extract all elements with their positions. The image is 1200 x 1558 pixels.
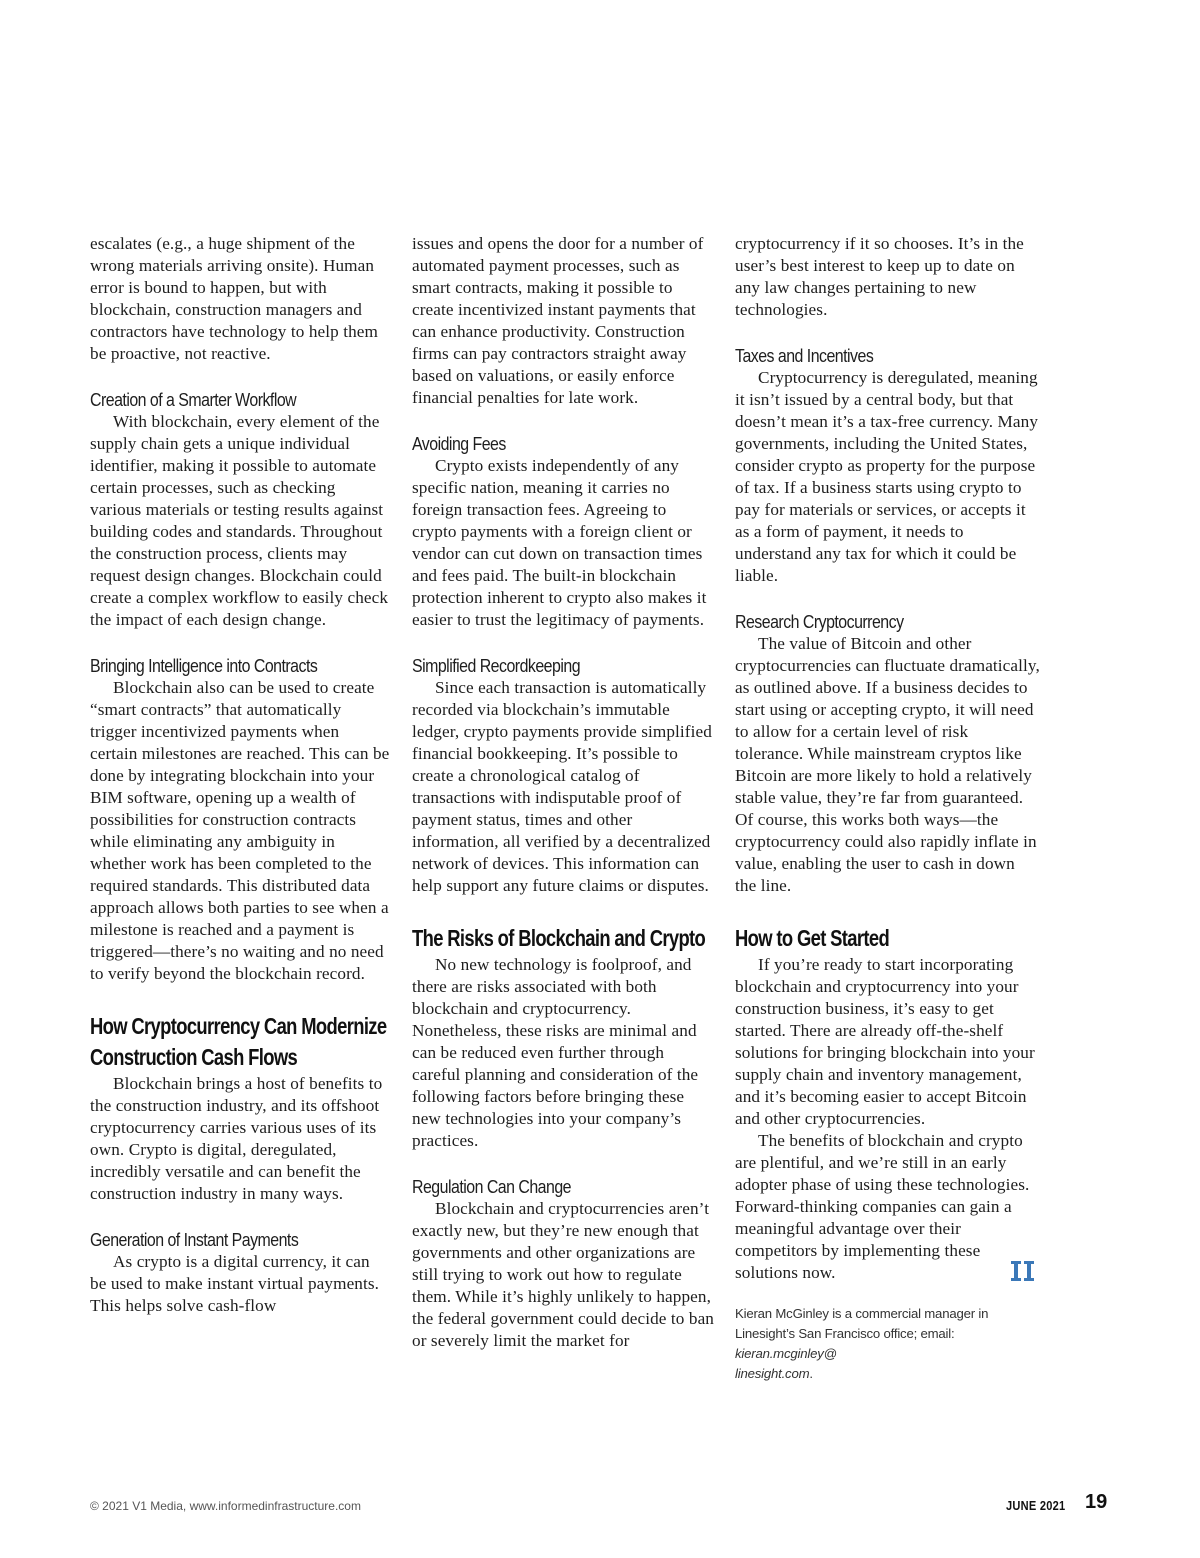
column-1 xyxy=(90,233,390,1317)
bio-end: . xyxy=(809,1366,813,1381)
end-of-article-icon xyxy=(1010,1260,1036,1282)
bio-email-part-1[interactable]: kieran.mcginley@ xyxy=(735,1346,837,1361)
subheading-smarter-workflow: Creation of a Smarter Workflow xyxy=(90,389,297,410)
paragraph-get-started-1: If you’re ready to start incorporating blockchain and cryptocurrency into your construction business, it’s easy to get started. There are already off-the-shelf solutions for bringing blockchain into your supply chain and inventory management, and it’s becoming easier to accept Bitcoin and other cryptocurrencies. xyxy=(735,955,1035,1128)
subheading-research: Research Cryptocurrency xyxy=(735,611,904,632)
footer-issue-date: JUNE 2021 xyxy=(1006,1498,1066,1513)
paragraph-avoiding-fees: Crypto exists independently of any specific nation, meaning it carries no foreign transaction fees. Agreeing to crypto payments with a foreign client or vendor can cut down on transaction times and fees paid. The built-in blockchain protection inherent to crypto also makes it easier to trust the legitimacy of payments. xyxy=(412,456,707,629)
section-heading-get-started: How to Get Started xyxy=(735,925,890,951)
subheading-intelligence-contracts: Bringing Intelligence into Contracts xyxy=(90,655,318,676)
column-2 xyxy=(412,233,714,1352)
end-mark-shape xyxy=(1011,1261,1034,1281)
paragraph-continued: escalates (e.g., a huge shipment of the wrong materials arriving onsite). Human error is bound to happen, but with blockchain, construction managers and contractors have technology to help them be proactive, not reactive. xyxy=(90,234,378,363)
section-heading-line-2: Construction Cash Flows xyxy=(90,1044,298,1070)
bio-email-part-2[interactable]: linesight.com xyxy=(735,1366,810,1381)
paragraph-smarter-workflow: With blockchain, every element of the supply chain gets a unique individual identifier, making it possible to automate certain processes, such as checking various materials or testing results against building codes and standards. Throughout the construction process, clients may request design changes. Blockchain could create a complex workflow to easily check the impact of each design change. xyxy=(90,412,389,629)
subheading-taxes: Taxes and Incentives xyxy=(735,345,874,366)
section-heading-risks: The Risks of Blockchain and Crypto xyxy=(412,925,706,951)
paragraph-intelligence-contracts: Blockchain also can be used to create “smart contracts” that automatically trigger incentivized payments when certain milestones are reached. This can be done by integrating blockchain into your BIM software, opening up a wealth of possibilities for construction contracts while eliminating any ambiguity in whether work has been completed to the required standards. This distributed data approach allows both parties to see when a milestone is reached and a payment is triggered—there’s no waiting and no need to verify beyond the blockchain record. xyxy=(90,678,390,983)
paragraph-cash-flows: Blockchain brings a host of benefits to the construction industry, and its offshoot cryptocurrency carries various uses of its own. Crypto is digital, deregulated, incredibly versatile and can benefit the construction industry in many ways. xyxy=(90,1074,383,1203)
paragraph-risks: No new technology is foolproof, and there are risks associated with both blockchain and cryptocurrency. Nonetheless, these risks are minimal and can be reduced even further through careful planning and consideration of the following factors before bringing these new technologies into your company’s practices. xyxy=(412,955,699,1150)
subheading-instant-payments: Generation of Instant Payments xyxy=(90,1229,299,1250)
subheading-avoiding-fees: Avoiding Fees xyxy=(412,433,506,454)
paragraph-get-started-2: The benefits of blockchain and crypto are plentiful, and we’re still in an early adopter phase of using these technologies. Forward-thinking companies can gain a meaningful advantage over their competitors by implementing these solutions now. xyxy=(735,1131,1030,1282)
section-heading-cash-flows xyxy=(90,1011,387,1073)
author-bio xyxy=(735,1304,1040,1384)
footer-copyright: © 2021 V1 Media, www.informedinfrastructure.com xyxy=(90,1499,361,1513)
bio-text: Kieran McGinley is a commercial manager in Linesight’s San Francisco office; email: xyxy=(735,1306,989,1341)
subheading-regulation: Regulation Can Change xyxy=(412,1176,572,1197)
paragraph-instant-payments: As crypto is a digital currency, it can be used to make instant virtual payments. This helps solve cash-flow xyxy=(90,1252,380,1315)
footer-page-number: 19 xyxy=(1085,1491,1108,1513)
paragraph-continued: issues and opens the door for a number of automated payment processes, such as smart contracts, making it possible to create incentivized instant payments that can enhance productivity. Construction firms can pay contractors straight away based on valuations, or easily enforce financial penalties for late work. xyxy=(412,234,704,407)
paragraph-regulation: Blockchain and cryptocurrencies aren’t exactly new, but they’re new enough that governments and other organizations are still trying to work out how to regulate them. While it’s highly unlikely to happen, the federal government could decide to ban or severely limit the market for xyxy=(412,1199,714,1350)
paragraph-taxes: Cryptocurrency is deregulated, meaning it isn’t issued by a central body, but that doesn’t mean it’s a tax-free currency. Many governments, including the United States, consider crypto as property for the purpose of tax. If a business starts using crypto to pay for materials or services, or accepts it as a form of payment, it needs to understand any tax for which it could be liable. xyxy=(735,368,1039,585)
paragraph-continued: cryptocurrency if it so chooses. It’s in the user’s best interest to keep up to date on any law changes pertaining to new technologies. xyxy=(735,234,1024,319)
paragraph-research: The value of Bitcoin and other cryptocurrencies can fluctuate dramatically, as outlined above. If a business decides to start using or accepting crypto, it will need to allow for a certain level of risk tolerance. While mainstream cryptos like Bitcoin are more likely to hold a relatively stable value, they’re far from guaranteed. Of course, this works both ways—the cryptocurrency could also rapidly inflate in value, enabling the user to cash in down the line. xyxy=(735,634,1040,895)
column-3 xyxy=(735,233,1040,1384)
section-heading-line-1: How Cryptocurrency Can Modernize xyxy=(90,1013,387,1039)
paragraph-recordkeeping: Since each transaction is automatically recorded via blockchain’s immutable ledger, crypto payments provide simplified financial bookkeeping. It’s possible to create a chronological catalog of transactions with indisputable proof of payment status, times and other information, all verified by a decentralized network of devices. This information can help support any future claims or disputes. xyxy=(412,678,712,895)
subheading-recordkeeping: Simplified Recordkeeping xyxy=(412,655,581,676)
